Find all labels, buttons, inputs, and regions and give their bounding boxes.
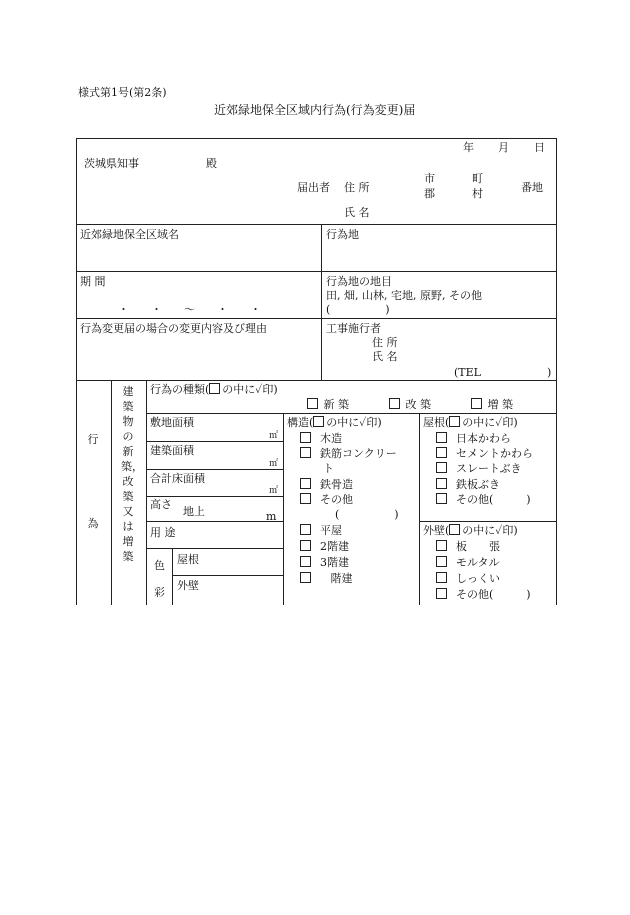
addressee-honorific: 殿: [206, 157, 217, 170]
action-vertical-bottom: 為: [87, 517, 99, 530]
wall-option[interactable]: しっくい: [436, 572, 500, 585]
total-floor-unit: ㎡: [269, 486, 279, 496]
structure-one-story[interactable]: 平屋: [300, 524, 342, 537]
wall-type-label: 外壁( の中に✓印): [423, 524, 518, 537]
roof-option[interactable]: セメントかわら: [436, 447, 533, 460]
structure-other[interactable]: その他: [300, 493, 353, 506]
roof-option[interactable]: スレートぶき: [436, 462, 522, 475]
checkbox-icon[interactable]: [307, 398, 318, 409]
color-vertical-top: 色: [154, 559, 165, 572]
checkbox-icon[interactable]: [300, 572, 311, 583]
action-type-extend[interactable]: 増 築: [471, 398, 513, 411]
structure-three-story[interactable]: 3階建: [300, 556, 349, 569]
checkbox-icon: [313, 416, 324, 427]
checkbox-icon[interactable]: [436, 588, 447, 599]
structure-steel[interactable]: 鉄骨造: [300, 478, 353, 491]
structure-label: 構造( の中に✓印): [287, 416, 382, 429]
notifier-county: 郡: [424, 187, 435, 200]
notifier-village: 村: [472, 187, 483, 200]
checkbox-icon[interactable]: [436, 493, 447, 504]
checkbox-icon[interactable]: [300, 432, 311, 443]
building-area-label: 建築面積: [150, 444, 194, 457]
date-year: 年: [463, 141, 474, 154]
checkbox-icon[interactable]: [300, 556, 311, 567]
notifier-label: 届出者: [297, 181, 330, 194]
checkbox-icon[interactable]: [300, 478, 311, 489]
height-above: 地上: [183, 505, 205, 518]
building-area-unit: ㎡: [269, 459, 279, 469]
color-vertical-bottom: 彩: [154, 586, 165, 599]
contractor-label: 工事施行者: [326, 322, 381, 335]
checkbox-icon[interactable]: [471, 398, 482, 409]
roof-type-label: 屋根( の中に✓印): [423, 416, 518, 429]
form-number: 様式第1号(第2条): [78, 86, 167, 99]
checkbox-icon: [209, 383, 220, 394]
area-name-label: 近郊緑地保全区域名: [80, 228, 179, 241]
action-type-new[interactable]: 新 築: [307, 398, 349, 411]
contractor-name-label: 氏 名: [372, 350, 398, 363]
site-area-label: 敷地面積: [150, 416, 194, 429]
roof-option[interactable]: その他( ): [436, 493, 531, 506]
contractor-address-label: 住 所: [372, 336, 398, 349]
checkbox-icon[interactable]: [300, 524, 311, 535]
land-category-label: 行為地の地目: [326, 275, 392, 288]
site-area-unit: ㎡: [269, 431, 279, 441]
notifier-town: 町: [472, 172, 483, 185]
wall-option[interactable]: モルタル: [436, 556, 500, 569]
wall-option[interactable]: 板 張: [436, 540, 500, 553]
checkbox-icon[interactable]: [436, 556, 447, 567]
structure-rc-cont: ト: [323, 462, 334, 475]
checkbox-icon[interactable]: [436, 432, 447, 443]
checkbox-icon[interactable]: [436, 540, 447, 551]
total-floor-label: 合計床面積: [150, 472, 205, 485]
change-reason-label: 行為変更届の場合の変更内容及び理由: [80, 322, 267, 335]
building-vertical-label: 建築物の新築，改築又は増築: [121, 385, 143, 563]
checkbox-icon[interactable]: [300, 540, 311, 551]
wall-label: 外壁: [177, 579, 199, 592]
use-label: 用 途: [150, 526, 176, 539]
land-category-paren: ( ): [326, 303, 390, 316]
roof-label: 屋根: [177, 553, 199, 566]
wall-option[interactable]: その他( ): [436, 588, 531, 601]
checkbox-icon[interactable]: [300, 447, 311, 458]
land-category-options: 田, 畑, 山林, 宅地, 原野, その他: [326, 289, 482, 302]
notifier-name-label: 氏 名: [344, 206, 370, 219]
checkbox-icon[interactable]: [436, 462, 447, 473]
checkbox-icon[interactable]: [436, 572, 447, 583]
checkbox-icon[interactable]: [436, 447, 447, 458]
structure-two-story[interactable]: 2階建: [300, 540, 349, 553]
checkbox-icon[interactable]: [389, 398, 400, 409]
date-month: 月: [498, 141, 509, 154]
action-vertical-top: 行: [87, 433, 99, 446]
checkbox-icon[interactable]: [300, 493, 311, 504]
contractor-tel: (TEL ): [454, 366, 552, 379]
checkbox-icon: [449, 416, 460, 427]
checkbox-icon[interactable]: [436, 478, 447, 489]
height-unit: m: [266, 510, 277, 523]
roof-option[interactable]: 鉄板ぶき: [436, 478, 500, 491]
period-label: 期 間: [80, 275, 106, 288]
site-label: 行為地: [326, 228, 359, 241]
notifier-address-label: 住 所: [344, 181, 370, 194]
notifier-city: 市: [424, 172, 435, 185]
structure-n-story[interactable]: 階建: [300, 572, 352, 585]
date-day: 日: [534, 141, 545, 154]
addressee-name: 茨城県知事: [84, 157, 139, 170]
action-type-rebuild[interactable]: 改 築: [389, 398, 431, 411]
action-type-label: 行為の種類( の中に✓印): [150, 383, 278, 396]
structure-wood[interactable]: 木造: [300, 432, 342, 445]
period-dots: ・ ・ ～ ・ ・: [118, 303, 261, 316]
height-label: 高さ: [150, 498, 172, 511]
structure-other-paren: ( ): [335, 508, 399, 521]
notifier-lot: 番地: [521, 181, 543, 194]
checkbox-icon: [449, 524, 460, 535]
roof-option[interactable]: 日本かわら: [436, 432, 511, 445]
form-title: 近郊緑地保全区域内行為(行為変更)届: [214, 103, 416, 117]
structure-rc[interactable]: 鉄筋コンクリー: [300, 447, 397, 460]
